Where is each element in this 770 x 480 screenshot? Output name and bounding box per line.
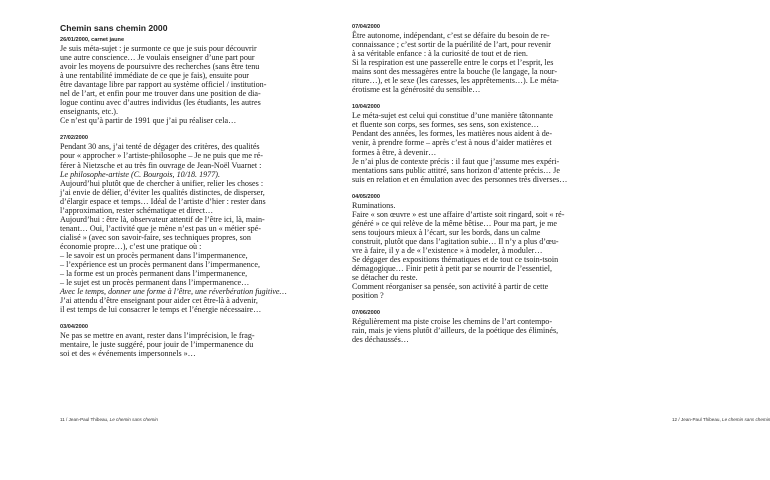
entry-text-line: mentaire, le juste suggéré, pour jouir de l’impermanence du bbox=[60, 340, 254, 350]
entry-text-line: construit, plutôt que dans l’agitation subie… Il n’y a plus d’œu- bbox=[352, 236, 559, 246]
entry-text-line: férer à Nietzsche et au très fin ouvrage de Jean-Noël Vuarnet : bbox=[60, 160, 262, 170]
entry-text-line: généré » ce qui relève de la même bêtise… Pour ma part, je me bbox=[352, 218, 557, 228]
entry-date: 10/04/2000 bbox=[352, 104, 380, 111]
right-page-text-column bbox=[352, 23, 584, 353]
footer-separator: / bbox=[677, 417, 681, 422]
entry-date: 26/01/2000, carnet jaune bbox=[60, 37, 125, 43]
right-page bbox=[320, 0, 770, 480]
entry-text-line: démagogique… Finir petit à petit par se nourrir de l’essentiel, bbox=[352, 264, 553, 274]
footer-book-title: Le chemin sans chemin bbox=[722, 417, 770, 422]
entry-text-line: enseignants, etc.). bbox=[60, 107, 118, 117]
entry-text-line: Le philosophe-artiste (C. Bourgois, 10/18. 1977). bbox=[60, 169, 220, 179]
entry-text-line: Ce n’est qu’à partir de 1991 que j’ai pu réaliser cela… bbox=[60, 116, 237, 126]
entry-text-line: Se dégager des expositions thématiques et de tout ce tsoin-tsoin bbox=[352, 254, 559, 264]
entry-text-line: Aujourd’hui : être là, observateur attentif de l’être ici, là, main- bbox=[60, 214, 265, 224]
entry-text-line: rain, mais je viens plutôt d’ailleurs, de la poétique des éliminés, bbox=[352, 326, 559, 336]
entry-text-line: Je suis méta-sujet : je surmonte ce que je suis pour découvrir bbox=[60, 44, 257, 53]
entry-date: 04/05/2000 bbox=[352, 193, 380, 200]
entry-date: 07/06/2000 bbox=[352, 310, 380, 317]
entry-text-line: Si la respiration est une passerelle entre le corps et l’esprit, les bbox=[352, 58, 554, 68]
entry-text-line: – la forme est un procès permanent dans l’impermanence, bbox=[60, 269, 248, 279]
entry-text-line: vre à faire, il y a de « l’existence » à modeler, à moduler… bbox=[352, 245, 543, 255]
journal-entry bbox=[352, 23, 584, 94]
entry-date: 07/04/2000 bbox=[352, 24, 380, 30]
page-number: 12 bbox=[672, 417, 678, 422]
entry-text-line: Ruminations. bbox=[352, 200, 396, 210]
journal-entry bbox=[60, 134, 287, 315]
entry-text-line: formes à être, à devenir… bbox=[352, 147, 437, 157]
entry-text-line: Comment réorganiser sa pensée, son activité à partir de cette bbox=[352, 282, 549, 292]
entry-text-line: Je n’ai plus de contexte précis : il faut que j’assume mes expéri- bbox=[352, 156, 560, 166]
journal-entry bbox=[352, 103, 584, 183]
left-page-footer bbox=[60, 417, 158, 422]
entry-text-line: Faire « son œuvre » est une affaire d’artiste soit ringard, soit « ré- bbox=[352, 209, 565, 219]
entry-text-line: suis en relation et en émulation avec des personnes très diverses… bbox=[352, 174, 568, 184]
left-page bbox=[0, 0, 320, 480]
left-page-text-column bbox=[60, 23, 287, 367]
right-page-footer bbox=[672, 417, 770, 422]
journal-entry bbox=[60, 323, 282, 358]
entry-text-line: riture…), et le sexe (les caresses, les apprêtements…). Le méta- bbox=[352, 76, 559, 86]
entry-text-line: – le sujet est un procès permanent dans l’impermanence… bbox=[60, 278, 250, 288]
entry-text-line: Avec le temps, donner une forme à l’être, une réverbération fugitive… bbox=[60, 287, 287, 297]
entry-text-line: Régulièrement ma piste croise les chemins de l’art contempo- bbox=[352, 317, 553, 327]
entry-date: 03/04/2000 bbox=[60, 324, 88, 331]
entry-text-line: venir, à prendre forme – après c’est à nous d’aider matières et bbox=[352, 138, 552, 148]
entry-text-line: l’approximation, rester schématique et direct… bbox=[60, 205, 214, 215]
footer-book-title: Le chemin sans chemin bbox=[109, 417, 158, 422]
entry-text-line: tenant… Oui, l’activité que je mène n’est pas un « métier spé- bbox=[60, 223, 261, 233]
entry-text-line: mentations sans public attitré, sans horizon d’attente précis… Je bbox=[352, 165, 560, 175]
entry-text-line: d’élargir espace et temps… Idéal de l’artiste d’hier : rester dans bbox=[60, 196, 266, 206]
entry-text-line: à sa véritable enfance : à la curiosité de tout et de rien. bbox=[352, 49, 528, 59]
page-number: 11 bbox=[60, 417, 65, 422]
entry-text-line: avoir les moyens de poursuivre des recherches (sans être tenu bbox=[60, 62, 260, 72]
entry-text-line: économie propre…), c’est une pratique où : bbox=[60, 241, 202, 251]
entry-date: 27/02/2000 bbox=[60, 135, 88, 142]
entry-text-line: être davantage libre par rapport au système officiel / institution- bbox=[60, 80, 267, 90]
footer-author: Jean-Paul Thibeau, bbox=[680, 417, 723, 422]
entry-text-line: se détacher du reste. bbox=[352, 273, 418, 283]
entry-text-line: soi et des « événements impersonnels »… bbox=[60, 349, 196, 359]
entry-text-line: J’ai attendu d’être enseignant pour aider cet être-là à advenir, bbox=[60, 296, 258, 306]
document-title: Chemin sans chemin 2000 bbox=[60, 23, 168, 33]
entry-text-line: Pendant des années, les formes, les matières nous aident à de- bbox=[352, 129, 553, 139]
entry-text-line: des déchaussés… bbox=[352, 335, 409, 345]
entry-text-line: une autre conscience… Je voulais enseigner d’une part pour bbox=[60, 53, 255, 63]
entry-text-line: Être autonome, indépendant, c’est se défaire du besoin de re- bbox=[352, 31, 550, 40]
journal-entry bbox=[352, 309, 584, 344]
journal-entry bbox=[352, 193, 584, 301]
entry-text-line: – le savoir est un procès permanent dans l’impermanence, bbox=[60, 250, 248, 260]
entry-text-line: cialisé » (avec son savoir-faire, ses techniques propres, son bbox=[60, 232, 251, 242]
journal-entry bbox=[60, 36, 282, 125]
footer-separator: / bbox=[64, 417, 69, 422]
entry-text-line: Ne pas se mettre en avant, rester dans l’imprécision, le frag- bbox=[60, 331, 255, 341]
entry-text-line: connaissance ; c’est sortir de la puérilité de l’art, pour revenir bbox=[352, 40, 551, 50]
entry-text-line: Pendant 30 ans, j’ai tenté de dégager des critères, des qualités bbox=[60, 142, 260, 152]
entry-text-line: à une rentabilité immédiate de ce que je fais), ensuite pour bbox=[60, 71, 250, 81]
entry-text-line: pour « approcher » l’artiste-philosophe – Je ne puis que me ré- bbox=[60, 151, 263, 161]
entry-text-line: érotisme est la générosité du sensible… bbox=[352, 85, 481, 95]
entry-text-line: Le méta-sujet est celui qui constitue d’une manière tâtonnante bbox=[352, 111, 553, 121]
footer-author: Jean-Paul Thibeau, bbox=[68, 417, 110, 422]
entry-text-line: logue continu avec d’autres individus (les étudiants, les autres bbox=[60, 98, 261, 108]
entry-text-line: – l’expérience est un procès permanent dans l’impermanence, bbox=[60, 260, 261, 270]
entry-text-line: et fluente son corps, ses formes, ses sens, son existence… bbox=[352, 120, 540, 130]
entry-text-line: mains sont des messagères entre la bouche (le langage, la nour- bbox=[352, 67, 558, 77]
entry-text-line: Aujourd’hui plutôt que de chercher à unifier, relier les choses : bbox=[60, 178, 264, 188]
entry-text-line: nel de l’art, et enfin pour me trouver dans une position de dia- bbox=[60, 89, 261, 99]
entry-text-line: position ? bbox=[352, 291, 384, 301]
entry-text-line: il est temps de lui consacrer le temps et l’énergie nécessaire… bbox=[60, 305, 262, 315]
entry-text-line: sens toujours mieux à l’écart, sur les bords, dans un calme bbox=[352, 227, 541, 237]
entry-text-line: j’ai envie de délier, d’éviter les qualités distinctes, de disperser, bbox=[60, 187, 265, 197]
